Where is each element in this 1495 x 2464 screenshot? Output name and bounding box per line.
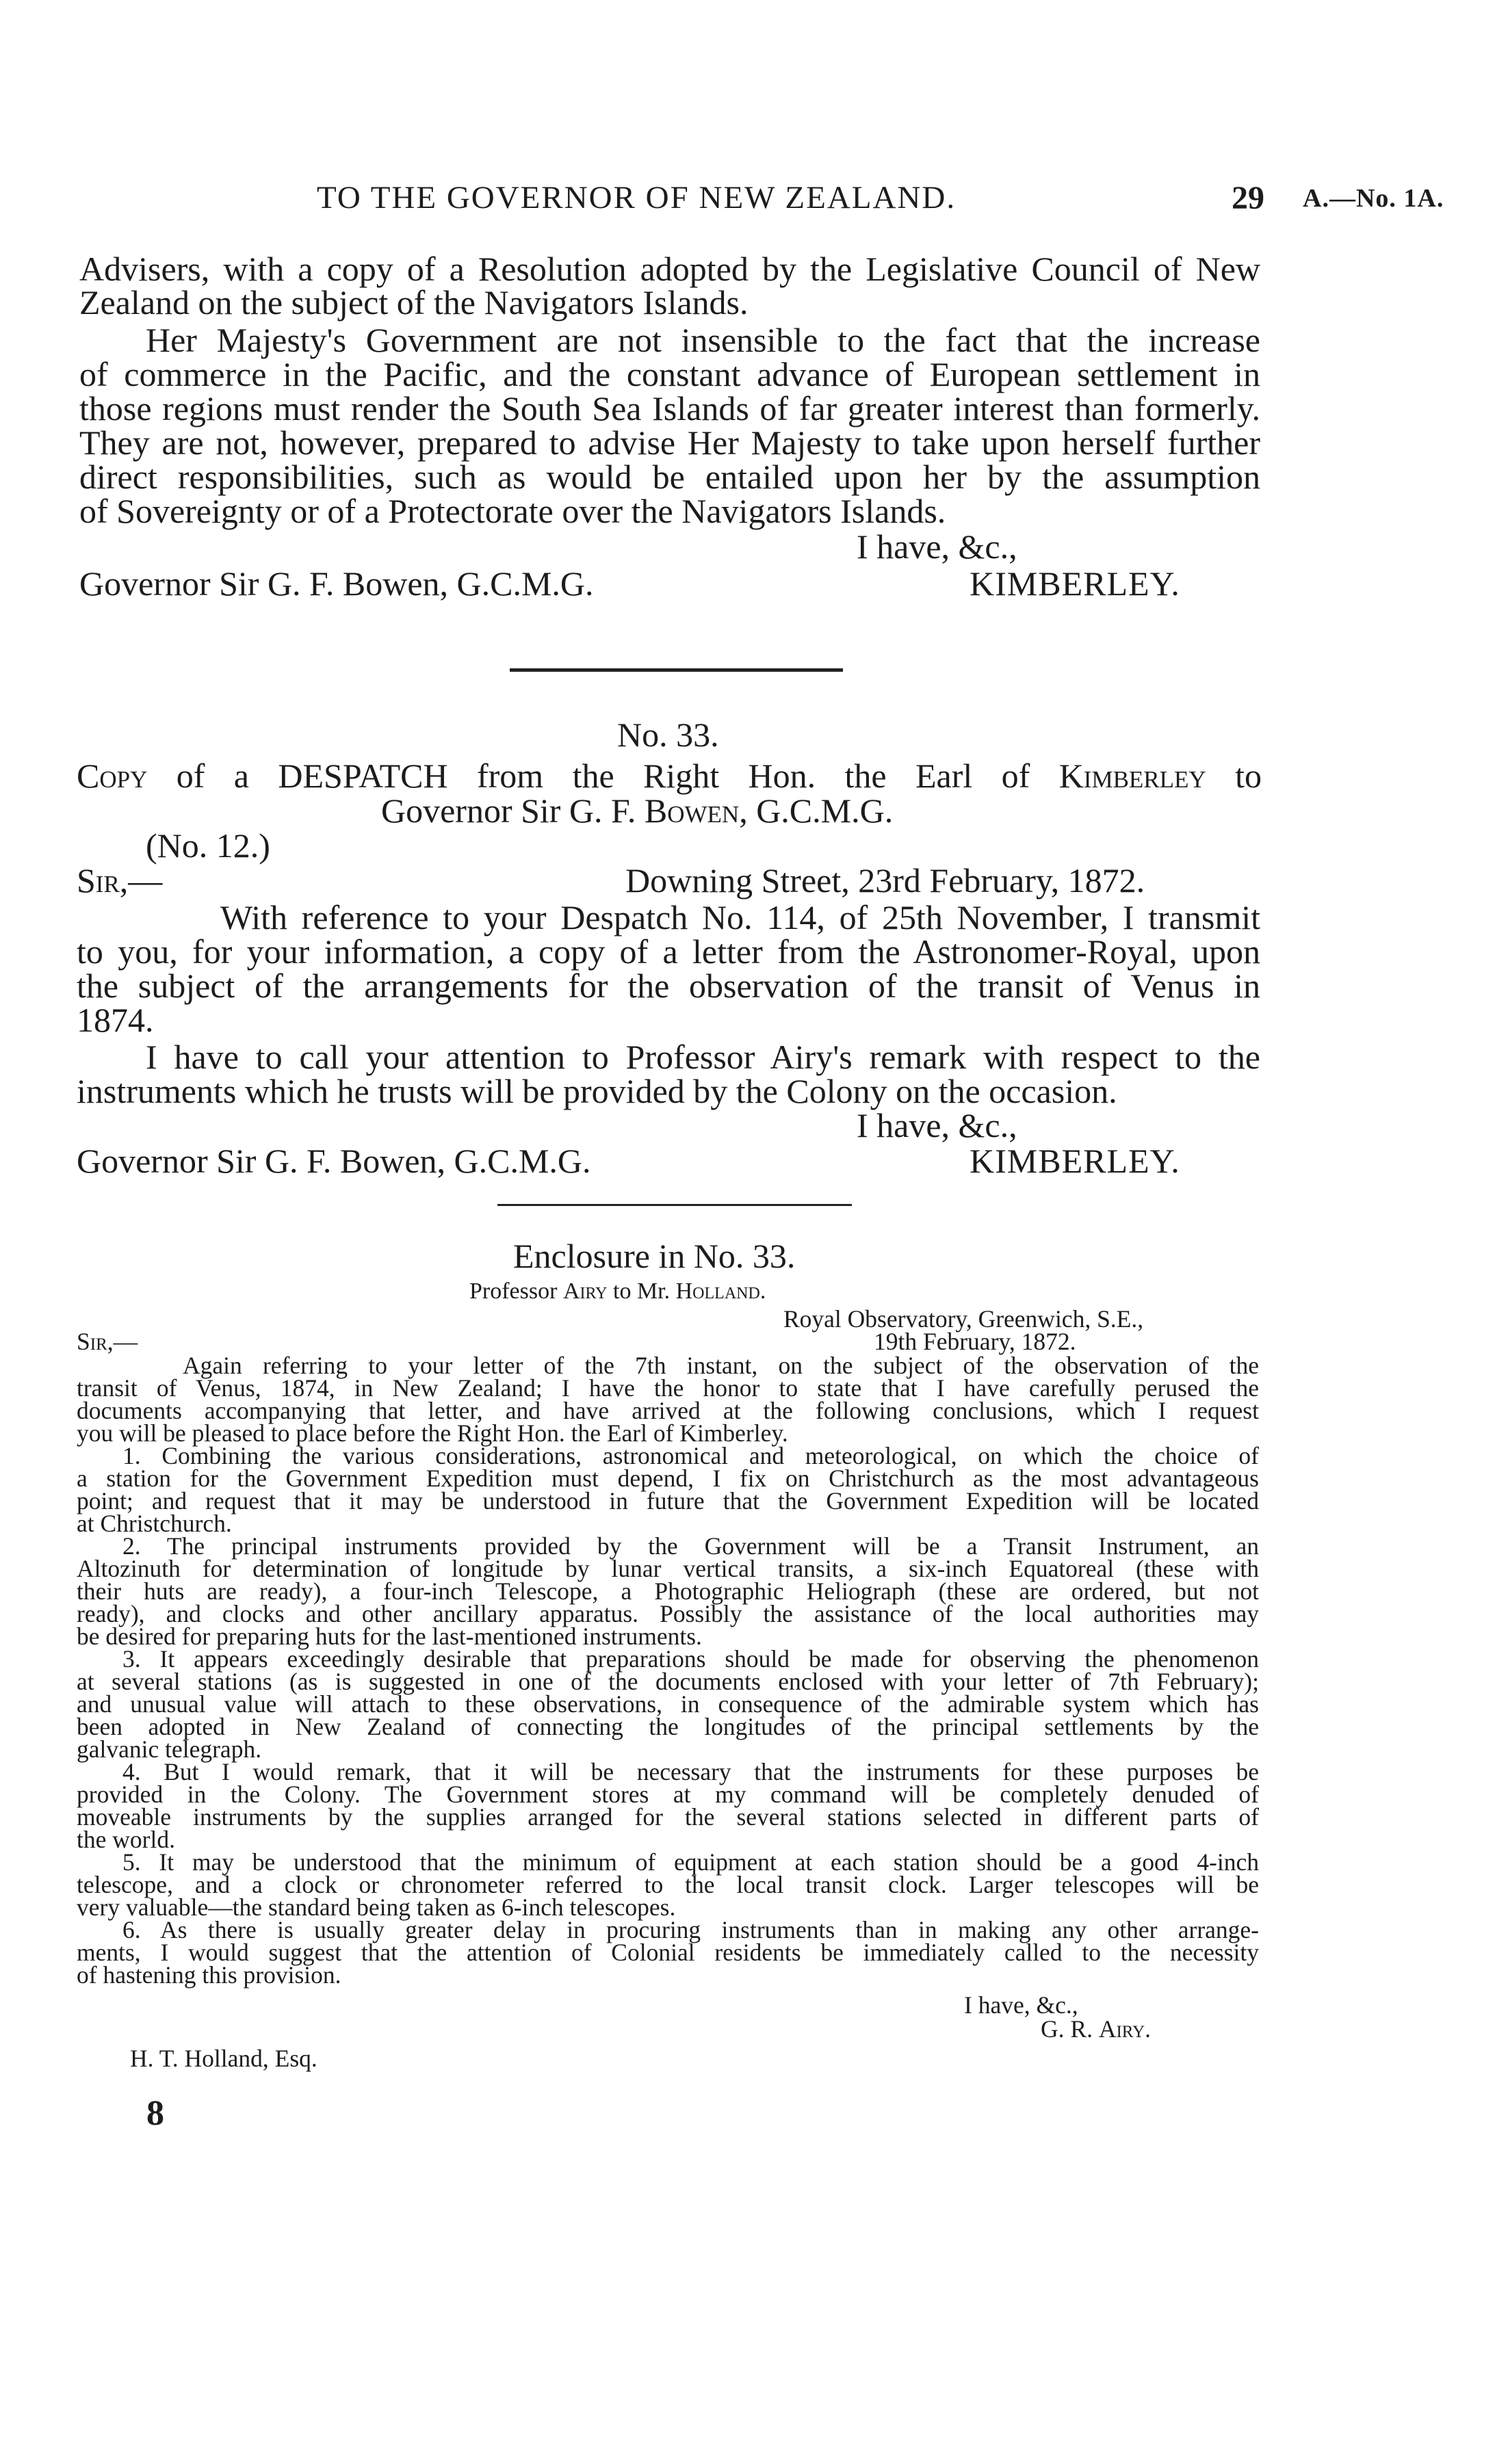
letter-line: 5. It may be understood that the minimum of equipment at each station should be a good 4-inch	[122, 1848, 1259, 1876]
title-text: G.C.M.G.	[756, 791, 894, 830]
title-text: Governor Sir G. F.	[381, 791, 636, 830]
letter-line: you will be pleased to place before the Right Hon. the Earl of Kimberley.	[77, 1419, 788, 1447]
letter-line: a station for the Government Expedition must depend, I fix on Christchurch as the most advantageous	[77, 1465, 1259, 1492]
body-line: instruments which he trusts will be provided by the Colony on the occasion.	[77, 1072, 1117, 1110]
body-line: With reference to your Despatch No. 114, of 25th November, I transmit	[220, 898, 1260, 936]
header-title: TO THE GOVERNOR OF NEW ZEALAND.	[317, 180, 957, 215]
despatch-reference: (No. 12.)	[146, 826, 270, 865]
signature-name: Airy.	[1098, 2015, 1152, 2043]
body-line: Advisers, with a copy of a Resolution adopted by the Legislative Council of New	[79, 250, 1260, 288]
letter-line: provided in the Colony. The Government stores at my command will be completely denuded of	[77, 1781, 1259, 1808]
signature-initials: G. R.	[1041, 2015, 1093, 2043]
body-line: of commerce in the Pacific, and the constant advance of European settlement in	[79, 355, 1260, 393]
title-word: DESPATCH	[278, 757, 448, 795]
title-word: Kimberley	[1058, 757, 1206, 795]
letter-line: Again referring to your letter of the 7th instant, on the subject of the observation of the	[183, 1352, 1259, 1379]
signature	[1041, 2015, 1152, 2043]
despatch-title	[77, 757, 1262, 795]
enclosure-subtitle	[469, 1278, 766, 1305]
letter-line: be desired for preparing huts for the last-mentioned instruments.	[77, 1623, 702, 1650]
body-line: Her Majesty's Government are not insensible to the fact that the increase	[146, 321, 1260, 359]
title-word: of	[1001, 757, 1030, 795]
letter-line: 1. Combining the various considerations, astronomical and meteorological, on which the choice of	[122, 1442, 1259, 1469]
letter-line: ready), and clocks and other ancillary apparatus. Possibly the assistance of the local authorities may	[77, 1600, 1259, 1627]
title-word: Right	[643, 757, 720, 795]
body-line: I have to call your attention to Professor Airy's remark with respect to the	[146, 1038, 1260, 1076]
letter-line: and unusual value will attach to these observations, in consequence of the admirable system which has	[77, 1690, 1259, 1718]
title-word: Copy	[77, 757, 148, 795]
letter-line: the world.	[77, 1826, 175, 1853]
signature: KIMBERLEY.	[970, 564, 1180, 603]
title-name: Bowen,	[644, 791, 748, 830]
subtitle-text: Professor	[469, 1279, 558, 1304]
subtitle-name: Holland.	[675, 1279, 766, 1304]
letter-line: very valuable—the standard being taken as 6-inch telescopes.	[77, 1893, 676, 1921]
body-line: the subject of the arrangements for the observation of the transit of Venus in	[77, 967, 1260, 1005]
letter-line: 3. It appears exceedingly desirable that preparations should be made for observing the phenomenon	[122, 1645, 1259, 1673]
letter-line: 4. But I would remark, that it will be necessary that the instruments for these purposes be	[122, 1758, 1259, 1785]
letter-line: galvanic telegraph.	[77, 1735, 262, 1763]
letter-line: moveable instruments by the supplies arranged for the several stations selected in different parts of	[77, 1803, 1259, 1831]
title-word: the	[572, 757, 614, 795]
salutation: Sir,—	[77, 861, 163, 900]
letter-line: 2. The principal instruments provided by the Government will be a Transit Instrument, an	[122, 1532, 1259, 1560]
paper-reference: A.—No. 1A.	[1303, 184, 1444, 213]
closing-phrase: I have, &c.,	[857, 527, 1017, 566]
letter-line: 6. As there is usually greater delay in procuring instruments than in making any other arrange-	[122, 1916, 1259, 1943]
body-line: 1874.	[77, 1001, 154, 1039]
letter-line: been adopted in New Zealand of connecting the longitudes of the principal settlements by the	[77, 1713, 1259, 1740]
subtitle-name: Airy	[562, 1279, 608, 1304]
signature-mark: 8	[146, 2094, 164, 2133]
letter-line: of hastening this provision.	[77, 1961, 341, 1989]
letter-line: documents accompanying that letter, and have arrived at the following conclusions, which I request	[77, 1397, 1259, 1424]
body-line: They are not, however, prepared to advise Her Majesty to take upon herself further	[79, 423, 1260, 462]
letter-line: their huts are ready), a four-inch Telescope, a Photographic Heliograph (these are ordered, but not	[77, 1577, 1259, 1605]
letter-date: 19th February, 1872.	[874, 1328, 1076, 1355]
body-line: of Sovereignty or of a Protectorate over the Navigators Islands.	[79, 492, 946, 530]
addressee: H. T. Holland, Esq.	[130, 2045, 317, 2072]
section-divider	[510, 668, 843, 672]
letter-address: Royal Observatory, Greenwich, S.E.,	[783, 1305, 1144, 1333]
title-word: Hon.	[748, 757, 816, 795]
enclosure-title: Enclosure in No. 33.	[513, 1237, 796, 1275]
body-line: direct responsibilities, such as would be entailed upon her by the assumption	[79, 458, 1260, 496]
subtitle-text: to Mr.	[613, 1279, 671, 1304]
addressee: Governor Sir G. F. Bowen, G.C.M.G.	[79, 564, 594, 603]
section-divider	[497, 1204, 852, 1206]
body-line: those regions must render the South Sea Islands of far greater interest than formerly.	[79, 389, 1260, 428]
letter-line: at Christchurch.	[77, 1510, 232, 1537]
title-word: a	[233, 757, 249, 795]
title-word: to	[1235, 757, 1262, 795]
letter-line: Altozinuth for determination of longitude by lunar vertical transits, a six-inch Equatoreal (these with	[77, 1555, 1259, 1582]
signature: KIMBERLEY.	[970, 1142, 1180, 1180]
title-word: the	[844, 757, 887, 795]
title-word: from	[476, 757, 544, 795]
place-date: Downing Street, 23rd February, 1872.	[625, 861, 1145, 900]
closing-phrase: I have, &c.,	[857, 1106, 1017, 1144]
despatch-number: No. 33.	[617, 716, 719, 754]
title-word: of	[176, 757, 205, 795]
letter-line: at several stations (as is suggested in one of the documents enclosed with your letter of 7th February);	[77, 1668, 1259, 1695]
closing-phrase: I have, &c.,	[964, 1991, 1078, 2019]
letter-line: telescope, and a clock or chronometer referred to the local transit clock. Larger telescopes will be	[77, 1871, 1259, 1898]
letter-line: transit of Venus, 1874, in New Zealand; I have the honor to state that I have carefully perused the	[77, 1374, 1259, 1402]
body-line: Zealand on the subject of the Navigators Islands.	[79, 283, 749, 322]
despatch-title-line2	[381, 791, 893, 830]
title-word: Earl	[915, 757, 973, 795]
addressee: Governor Sir G. F. Bowen, G.C.M.G.	[77, 1142, 591, 1180]
body-line: to you, for your information, a copy of a letter from the Astronomer-Royal, upon	[77, 932, 1260, 971]
page-number: 29	[1232, 180, 1264, 216]
letter-line: point; and request that it may be understood in future that the Government Expedition will be located	[77, 1487, 1259, 1515]
salutation: Sir,—	[77, 1328, 138, 1355]
letter-line: ments, I would suggest that the attention of Colonial residents be immediately called to the necessity	[77, 1939, 1259, 1966]
